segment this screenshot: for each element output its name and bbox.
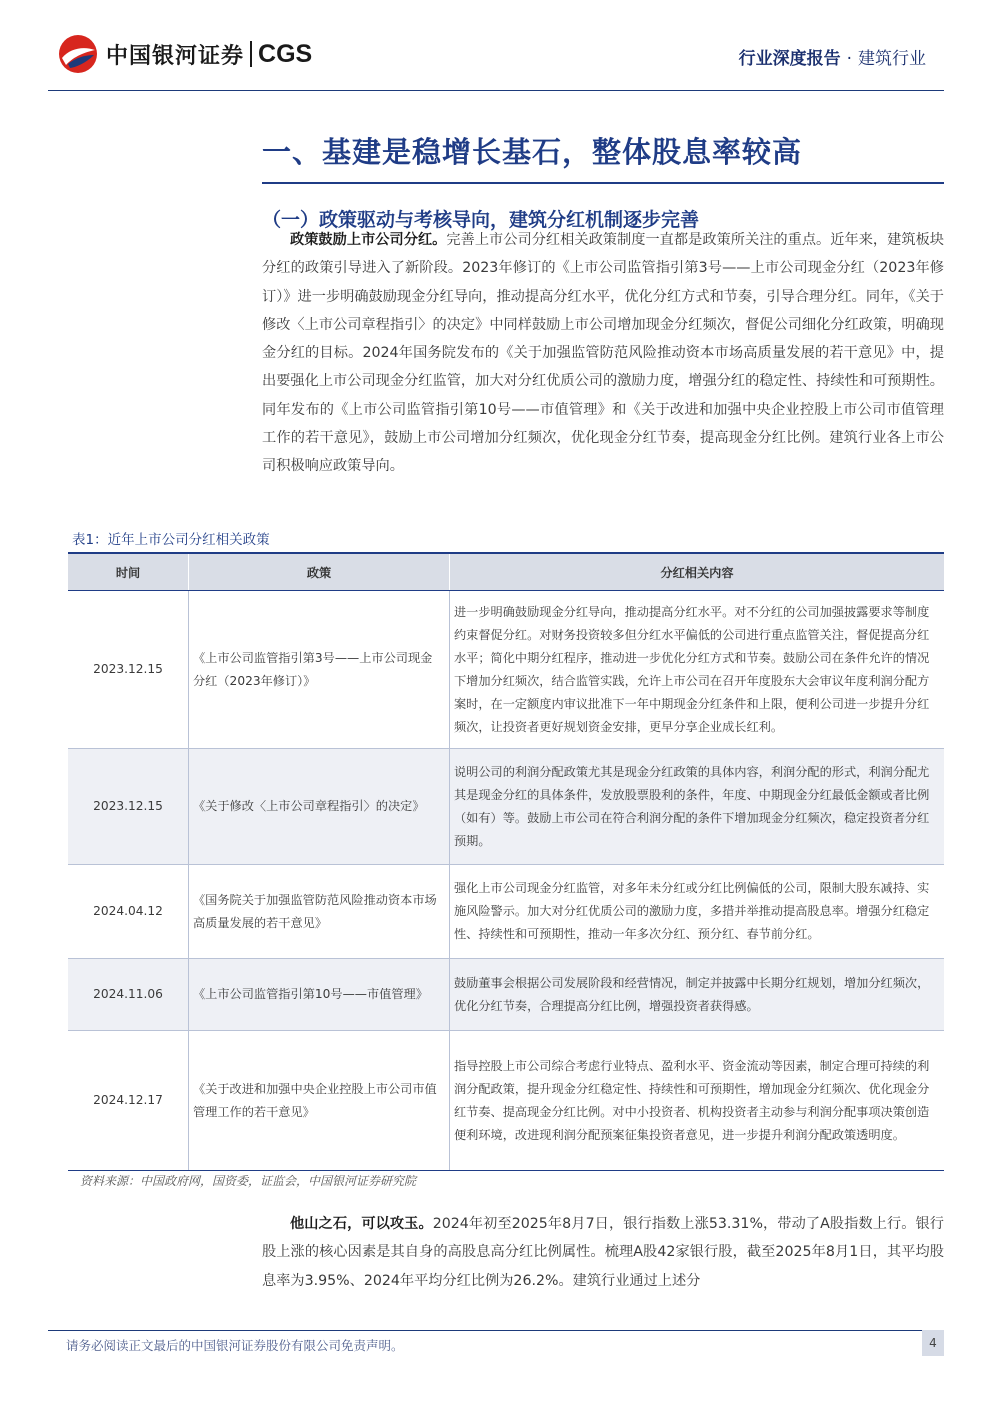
cell-date: 2024.04.12 — [68, 865, 189, 959]
cell-policy: 《关于改进和加强中央企业控股上市公司市值管理工作的若干意见》 — [189, 1031, 450, 1171]
col-header-content: 分红相关内容 — [450, 553, 945, 591]
cell-policy: 《上市公司监管指引第10号——市值管理》 — [189, 959, 450, 1031]
body-paragraph-banks — [262, 1210, 944, 1295]
policy-table — [68, 552, 944, 1171]
report-tag — [739, 44, 926, 69]
page-number: 4 — [922, 1330, 944, 1356]
cell-content: 指导控股上市公司综合考虑行业特点、盈利水平、资金流动等因素，制定合理可持续的利润分配政策，提升现金分红稳定性、持续性和可预期性，增加现金分红频次、优化现金分红节奏、提高现金分红比例。对中小投资者、机构投资者主动参与利润分配事项决策创造便利环境，改进现利润分配预案征集投资者意见，进一步提升利润分配政策透明度。 — [450, 1031, 945, 1171]
cell-content: 说明公司的利润分配政策尤其是现金分红政策的具体内容，利润分配的形式，利润分配尤其是现金分红的具体条件，发放股票股利的条件，年度、中期现金分红最低金额或者比例（如有）等。鼓励上市公司在符合利润分配的条件下增加现金分红频次，稳定投资者分红预期。 — [450, 749, 945, 865]
paragraph-lead: 他山之石，可以攻玉。 — [290, 1216, 433, 1232]
cell-content: 鼓励董事会根据公司发展阶段和经营情况，制定并披露中长期分红规划，增加分红频次，优化分红节奏，合理提高分红比例，增强投资者获得感。 — [450, 959, 945, 1031]
subsection-title: （一）政策驱动与考核导向，建筑分红机制逐步完善 — [262, 209, 700, 231]
cell-date: 2024.12.17 — [68, 1031, 189, 1171]
page-header — [0, 0, 992, 110]
table-row — [68, 749, 944, 865]
table-row — [68, 1031, 944, 1171]
logo-cn-text: 中国银河证券 — [106, 43, 245, 69]
cell-date: 2023.12.15 — [68, 591, 189, 749]
col-header-date: 时间 — [68, 553, 189, 591]
cell-date: 2024.11.06 — [68, 959, 189, 1031]
section-title: 一、基建是稳增长基石，整体股息率较高 — [262, 135, 803, 169]
logo-en-text: CGS — [258, 39, 313, 68]
paragraph-body: 2024年初至2025年8月7日，银行指数上涨53.31%，带动了A股指数上行。银行股上涨的核心因素是其自身的高股息高分红比例属性。梳理A股42家银行股，截至2025年8月1日，其平均股息率为3.95%、2024年平均分红比例为26.2%。建筑行业通过上述分 — [262, 1216, 944, 1289]
cell-policy: 《上市公司监管指引第3号——上市公司现金分红（2023年修订）》 — [189, 591, 450, 749]
footer-disclaimer: 请务必阅读正文最后的中国银河证券股份有限公司免责声明。 — [66, 1338, 404, 1353]
col-header-policy: 政策 — [189, 553, 450, 591]
table-row — [68, 959, 944, 1031]
cgs-logo — [58, 34, 312, 74]
table-row — [68, 591, 944, 749]
cell-date: 2023.12.15 — [68, 749, 189, 865]
body-paragraph-policy — [262, 226, 944, 481]
cell-policy: 《关于修改〈上市公司章程指引〉的决定》 — [189, 749, 450, 865]
table-header-row — [68, 553, 944, 591]
table-source: 资料来源：中国政府网，国资委，证监会，中国银河证券研究院 — [80, 1174, 417, 1188]
report-type: 行业深度报告 — [738, 49, 841, 69]
report-tag-separator: · — [846, 49, 852, 69]
header-divider — [48, 90, 944, 91]
table-caption: 表1：近年上市公司分红相关政策 — [72, 532, 270, 548]
paragraph-body: 完善上市公司分红相关政策制度一直都是政策所关注的重点。近年来，建筑板块分红的政策引导进入了新阶段。2023年修订的《上市公司监管指引第3号——上市公司现金分红（2023年修订）》进一步明确鼓励现金分红导向，推动提高分红水平，优化分红方式和节奏，引导合理分红。同年，《关于修改〈上市公司章程指引〉的决定》中同样鼓励上市公司增加现金分红频次，督促公司细化分红政策，明确现金分红的目标。2024年国务院发布的《关于加强监管防范风险推动资本市场高质量发展的若干意见》中，提出要强化上市公司现金分红监管，加大对分红优质公司的激励力度，增强分红的稳定性、持续性和可预期性。同年发布的《上市公司监管指引第10号——市值管理》和《关于改进和加强中央企业控股上市公司市值管理工作的若干意见》，鼓励上市公司增加分红频次，优化现金分红节奏，提高现金分红比例。建筑行业各上市公司积极响应政策导向。 — [262, 232, 944, 475]
table-row — [68, 865, 944, 959]
cgs-logo-mark — [58, 34, 98, 74]
section-title-underline — [262, 182, 944, 184]
logo-divider — [250, 41, 252, 67]
cell-content: 进一步明确鼓励现金分红导向，推动提高分红水平。对不分红的公司加强披露要求等制度约束督促分红。对财务投资较多但分红水平偏低的公司进行重点监管关注，督促提高分红水平；简化中期分红程序，推动进一步优化分红方式和节奏。鼓励公司在条件允许的情况下增加分红频次，结合监管实践，允许上市公司在召开年度股东大会审议年度利润分配方案时，在一定额度内审议批准下一年中期现金分红条件和上限，便利公司进一步提升分红频次，让投资者更好规划资金安排，更早分享企业成长红利。 — [450, 591, 945, 749]
footer-divider — [48, 1330, 944, 1331]
industry-name: 建筑行业 — [858, 49, 926, 69]
cell-policy: 《国务院关于加强监管防范风险推动资本市场高质量发展的若干意见》 — [189, 865, 450, 959]
cell-content: 强化上市公司现金分红监管，对多年未分红或分红比例偏低的公司，限制大股东减持、实施风险警示。加大对分红优质公司的激励力度，多措并举推动提高股息率。增强分红稳定性、持续性和可预期性，推动一年多次分红、预分红、春节前分红。 — [450, 865, 945, 959]
paragraph-lead: 政策鼓励上市公司分红。 — [290, 232, 447, 248]
